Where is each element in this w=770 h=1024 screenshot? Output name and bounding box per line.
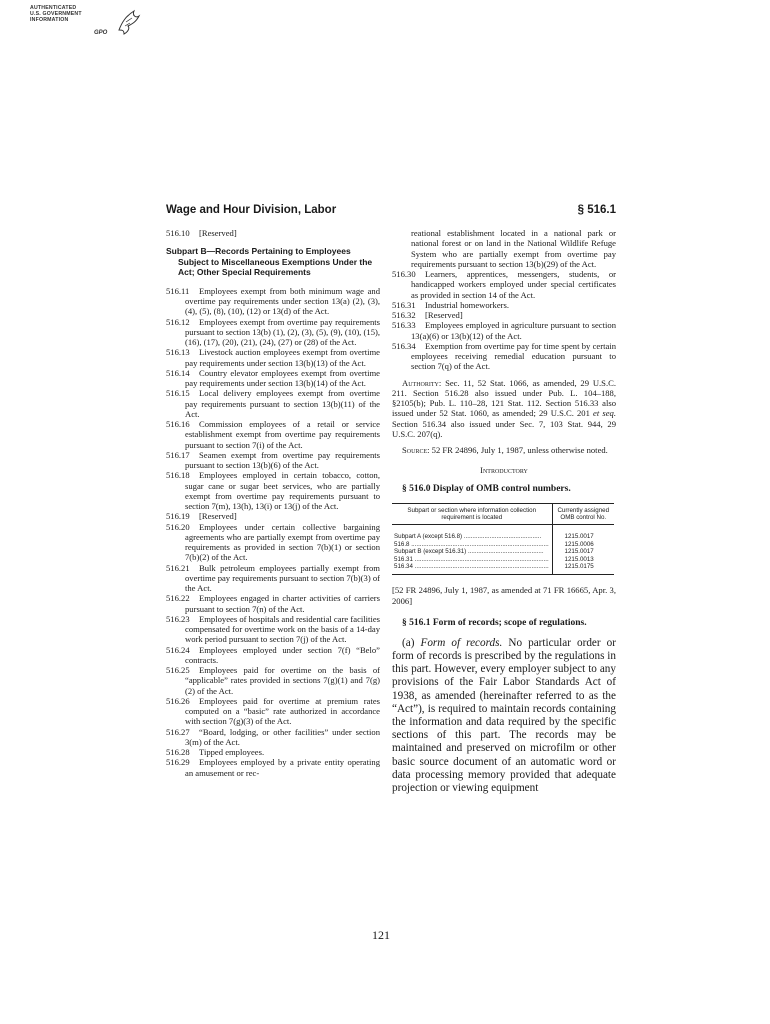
eagle-seal-icon [116,8,142,36]
omb-table-location: Subpart B (except 516.31) ............................................ [392,548,552,555]
toc-entry-number: 516.16 [166,419,190,429]
section-516-1-paragraph-a [392,637,616,795]
source-text: 52 FR 24896, July 1, 1987, unless otherwise noted. [429,445,608,455]
authority-et-seq: et seq. [593,408,616,419]
toc-entry-text: Local delivery employees exempt from overtime pay requirements pursuant to section 13(b)(11) of the Act. [185,388,380,419]
toc-entry [392,269,616,300]
toc-entry [166,286,380,317]
omb-table-location: 516.31 .............................................................................. [392,556,552,563]
toc-entry [166,757,380,778]
toc-entry-number: 516.33 [392,320,416,331]
toc-entry [392,341,616,372]
toc-entry-text: Employees paid for overtime on the basis of “applicable” rates provided in sections 7(g)(1) and 7(g)(2) of the Act. [185,665,380,696]
omb-table-location: 516.8 ................................................................................ [392,541,552,548]
toc-entry-number: 516.10 [166,228,190,238]
right-column [392,228,616,795]
toc-entry-text: [Reserved] [425,310,463,320]
omb-table-row [392,563,614,575]
toc-entry-text: Employees under certain collective bargaining agreements who are partially exempt from overtime pay requirements as provided in section 7(b)(1) or section 7(b)(2) of the Act. [185,521,380,563]
table-citation: [52 FR 24896, July 1, 1987, as amended at 71 FR 16665, Apr. 3, 2006] [392,585,616,606]
toc-entry [166,317,380,348]
seal-gpo-mark: GPO [94,30,108,36]
toc-entry [392,310,616,320]
toc-entry-text: Learners, apprentices, messengers, students, or handicapped workers employed under special certificates as provided in section 14 of the Act. [411,269,616,300]
omb-table-row [392,556,614,563]
authority-note [392,378,616,440]
toc-entry-text: Employees exempt from both minimum wage and overtime pay requirements under section 13(a) (2), (3), (4), (5), (8), (10), (12) or 13(d) of the Act. [185,285,380,317]
subpart-heading: Subpart B—Records Pertaining to Employees Subject to Miscellaneous Exemptions Under the Act; Other Special Requirements [166,246,373,278]
toc-entry-number: 516.13 [166,347,190,358]
omb-table-row [392,548,614,555]
toc-entry [166,228,380,238]
running-head-section: § 516.1 [577,204,616,216]
toc-entry [166,727,380,748]
toc-entry [166,696,380,727]
toc-entry-text: Employees employed in certain tobacco, cotton, sugar cane or sugar beet services, who are partially exempt from overtime pay requirements pursuant to section 7(m), 13(h), 13(i) or 13(j) of the Act. [185,470,380,511]
toc-entry [392,320,616,341]
toc-entry-text: [Reserved] [199,228,237,238]
left-column [166,228,380,778]
toc-entry [166,522,380,563]
seal-line-1: AUTHENTICATED [30,5,77,11]
toc-entry [166,511,380,521]
toc-entry-number: 516.24 [166,644,190,655]
toc-entry-number: 516.25 [166,665,190,675]
source-label: Source: [402,445,430,455]
authority-label: Authority: [402,377,442,388]
page-number: 121 [372,928,390,942]
toc-entry-text: [Reserved] [199,511,237,522]
toc-entry [166,665,380,696]
toc-entry-number: 516.18 [166,470,190,481]
toc-entry-number: 516.29 [166,757,190,768]
toc-entry-text: Bulk petroleum employees partially exempt from overtime pay requirements pursuant to section 7(b)(3) of the Act. [185,562,380,593]
toc-entry-text: Country elevator employees exempt from overtime pay requirements under section 13(b)(14) of the Act. [185,367,380,388]
toc-entry [166,347,380,368]
toc-entry-number: 516.12 [166,316,190,327]
toc-entry-text: Employees paid for overtime at premium rates computed on a “basic” rate authorized in accordance with section 7(g)(3) of the Act. [185,695,380,727]
toc-entry [166,747,380,757]
running-head [166,204,616,220]
toc-entry-number: 516.15 [166,388,190,399]
toc-entry-text: Commission employees of a retail or service establishment exempt from overtime pay requirements pursuant to section 7(i) of the Act. [185,419,380,450]
toc-entry-text: Industrial homeworkers. [425,299,510,310]
toc-entry-number: 516.14 [166,367,190,378]
omb-table-col1-header: Subpart or section where information collection requirement is located [392,503,552,525]
toc-entry [166,470,380,511]
toc-entry [166,563,380,594]
omb-table-control-number: 1215.0017 [564,548,594,556]
toc-entry [166,368,380,389]
gpo-authentication-seal [30,6,142,46]
omb-control-table [392,503,614,576]
omb-table-col2-header: Currently assigned OMB control No. [552,503,614,525]
introductory-heading: Introductory [480,465,528,476]
omb-table-control-number: 1215.0175 [552,563,614,575]
toc-entry-number: 516.28 [166,747,190,757]
authority-text: Sec. 11, 52 Stat. 1066, as amended, 29 U.S.C. 211. Section 516.28 also issued under Pub. L. 104–188, §2105(b); Pub. L. 110–28, 121 Stat. 112. Section 516.33 also issued under 52 Stat. 1060, as amended; 29 U.S.C. 201 [392,377,616,419]
toc-entry-text: Employees employed in agriculture pursuant to section 13(a)(6) or 13(b)(12) of the Act. [411,320,616,341]
toc-entry-text: Tipped employees. [199,747,265,757]
omb-table-control-number: 1215.0017 [564,533,594,541]
toc-entry-text: Exemption from overtime pay for time spent by certain employees receiving remedial education pursuant to section 7(q) of the Act. [411,340,616,372]
toc-entry-list [166,286,380,778]
toc-entry [166,419,380,450]
toc-entry [166,450,380,471]
section-516-0-heading: § 516.0 Display of OMB control numbers. [402,483,571,494]
toc-entry-list [392,269,616,372]
paragraph-label: (a) [402,636,415,649]
omb-table-location: Subpart A (except 516.8) ............................................. [392,525,552,541]
toc-entry-number: 516.32 [392,310,416,320]
toc-entry-number: 516.30 [392,269,416,279]
section-516-1-heading: § 516.1 Form of records; scope of regulations. [402,617,587,628]
toc-entry-text: Employees of hospitals and residential care facilities compensated for overtime work on the basis of a 14-day work period pursuant to section 7(j) of the Act. [185,613,380,645]
toc-entry-number: 516.26 [166,695,190,706]
toc-entry-number: 516.21 [166,562,190,573]
toc-entry-number: 516.27 [166,726,190,737]
toc-entry [166,593,380,614]
toc-entry [166,614,380,645]
toc-entry-text: Livestock auction employees exempt from overtime pay requirements under section 13(b)(13) of the Act. [185,347,380,368]
toc-entry-text: Employees employed by a private entity operating an amusement or rec- [185,757,380,778]
toc-entry-number: 516.20 [166,521,190,532]
omb-table-row [392,525,614,541]
toc-entry-text: Employees engaged in charter activities of carriers pursuant to section 7(n) of the Act. [185,593,380,614]
toc-entry-number: 516.23 [166,613,190,624]
toc-entry-text: “Board, lodging, or other facilities” under section 3(m) of the Act. [185,726,380,747]
toc-entry-number: 516.11 [166,285,190,296]
seal-line-3: INFORMATION [30,16,69,23]
omb-table-row [392,541,614,548]
omb-table-control-number: 1215.0006 [564,540,594,548]
toc-entry-number: 516.34 [392,340,416,351]
toc-entry-continuation: reational establishment located in a national park or national forest or on land in the National Wildlife Refuge System who are partially exempt from overtime pay requirements pursuant to section 13(b)(29) of the Act. [411,228,616,269]
toc-entry-number: 516.31 [392,299,416,310]
toc-entry-text: Seamen exempt from overtime pay requirements pursuant to section 13(b)(6) of the Act. [185,449,380,470]
toc-entry [392,300,616,310]
toc-entry [166,645,380,666]
source-note [392,445,616,455]
seal-line-2: U.S. GOVERNMENT [30,10,82,17]
paragraph-italic-heading: Form of records. [420,636,503,649]
toc-entry-text: Employees exempt from overtime pay requirements pursuant to section 13(b) (1), (2), (3), (5), (9), (10), (15), (16), (17), (20), (21), (24), (27) or (28) of the Act. [185,316,380,347]
authority-tail: Section 516.34 also issued under Sec. 7, 103 Stat. 944, 29 U.S.C. 207(q). [392,418,616,439]
toc-entry [166,388,380,419]
toc-entry-number: 516.19 [166,511,190,522]
toc-entry-number: 516.22 [166,593,190,604]
omb-table-location: 516.34 .............................................................................. [392,563,552,575]
running-head-title: Wage and Hour Division, Labor [166,204,337,216]
omb-table-control-number: 1215.0013 [564,555,594,563]
toc-entry-number: 516.17 [166,449,190,460]
toc-entry-text: Employees employed under section 7(f) “Belo” contracts. [185,644,380,665]
paragraph-text: No particular order or form of records is prescribed by the regulations in this part. However, every employer subject to any provisions of the Fair Labor Standards Act of 1938, as amended (hereinafter referred to as the “Act”), is required to maintain records containing the information and data required by the specific sections of this part. The records may be maintained and preserved on microfilm or other basic source document of an automatic word or data processing memory provided that adequate projection or viewing equipment [392,636,616,795]
